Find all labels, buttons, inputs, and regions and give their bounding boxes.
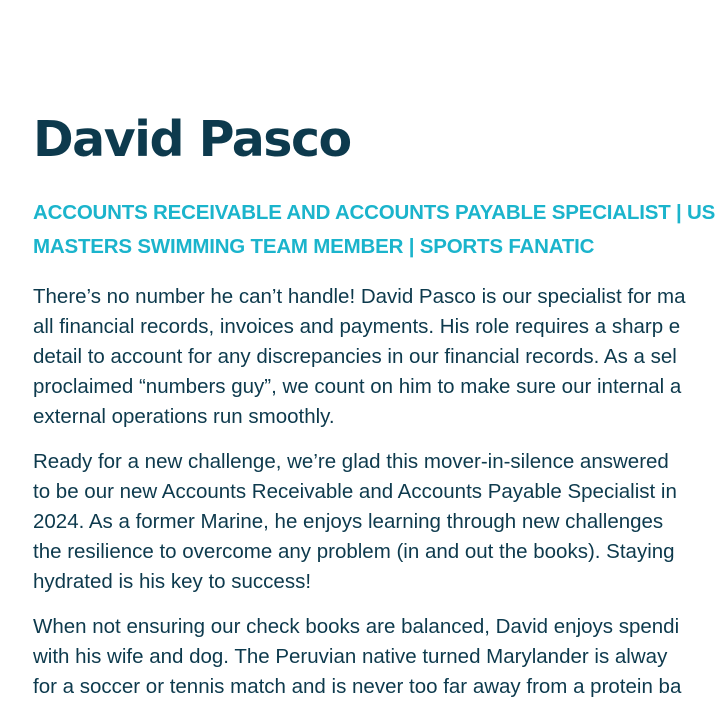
bio-line: for a soccer or tennis match and is never too far away from a protein ba	[33, 675, 682, 698]
profile-bio	[33, 282, 725, 702]
bio-line: to be our new Accounts Receivable and Accounts Payable Specialist in	[33, 480, 677, 503]
profile-content	[33, 110, 725, 717]
bio-line: There’s no number he can’t handle! David Pasco is our specialist for ma	[33, 285, 686, 308]
bio-line: When not ensuring our check books are balanced, David enjoys spendi	[33, 615, 680, 638]
tagline-line: MASTERS SWIMMING TEAM MEMBER | SPORTS FANATIC	[33, 235, 595, 258]
bio-line: Ready for a new challenge, we’re glad this mover-in-silence answered	[33, 450, 669, 473]
profile-name: David Pasco	[33, 111, 351, 168]
bio-line: external operations run smoothly.	[33, 405, 335, 428]
profile-tagline	[33, 196, 725, 264]
bio-line: the resilience to overcome any problem (in and out the books). Staying	[33, 540, 675, 563]
bio-line: 2024. As a former Marine, he enjoys learning through new challenges	[33, 510, 664, 533]
bio-line: with his wife and dog. The Peruvian native turned Marylander is alway	[33, 645, 668, 668]
bio-line: all financial records, invoices and payments. His role requires a sharp e	[33, 315, 681, 338]
tagline-line: ACCOUNTS RECEIVABLE AND ACCOUNTS PAYABLE SPECIALIST | US	[33, 201, 716, 224]
bio-line: hydrated is his key to success!	[33, 570, 312, 593]
bio-line: detail to account for any discrepancies in our financial records. As a sel	[33, 345, 677, 368]
bio-paragraph-3	[33, 612, 725, 702]
bio-line: proclaimed “numbers guy”, we count on him to make sure our internal a	[33, 375, 682, 398]
bio-paragraph-1	[33, 282, 725, 432]
bio-paragraph-2	[33, 447, 725, 597]
